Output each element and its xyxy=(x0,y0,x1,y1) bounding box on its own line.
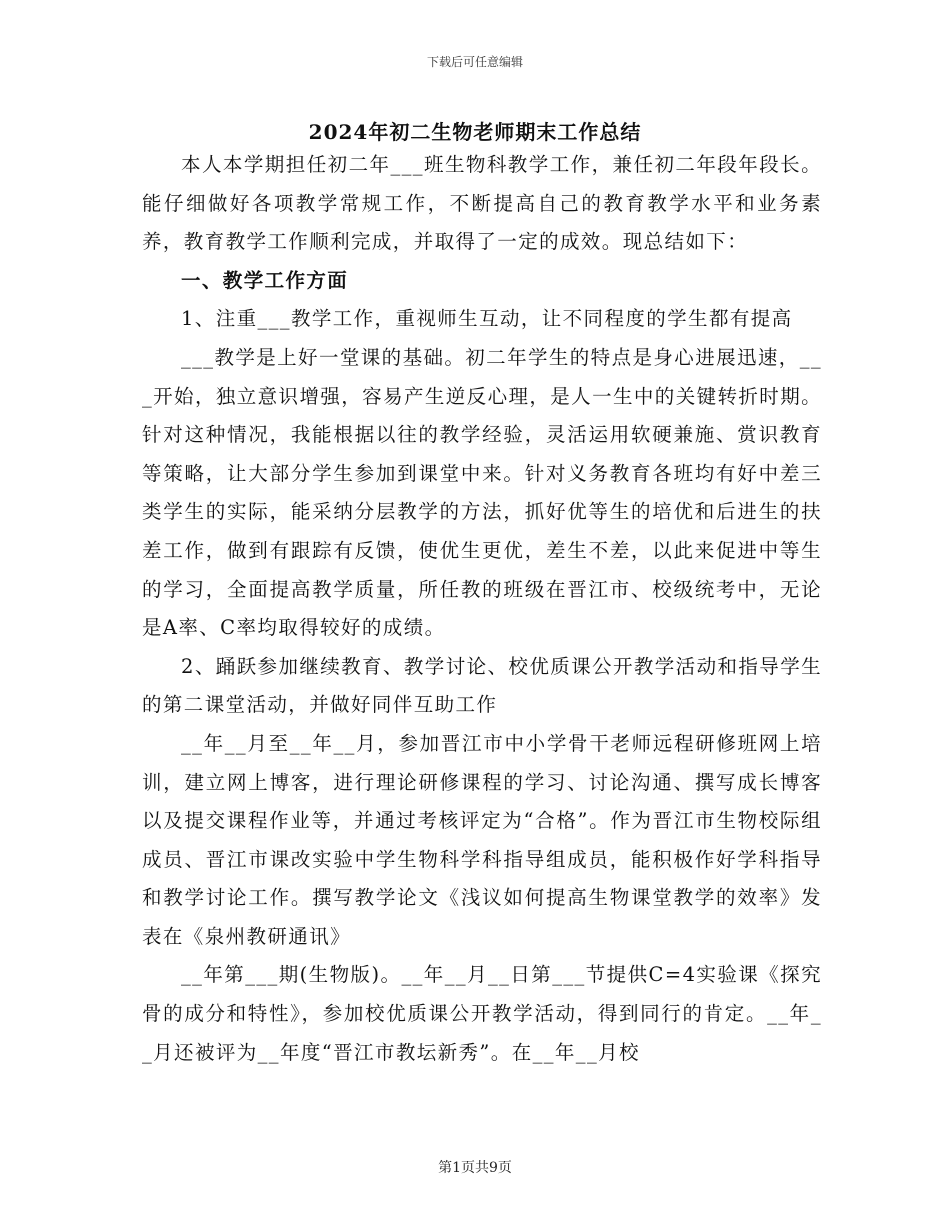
subsection-2-body: __年__月至__年__月，参加晋江市中小学骨干老师远程研修班网上培训，建立网上博客，进行理论研修课程的学习、讨论沟通、撰写成长博客以及提交课程作业等，并通过考核评定为“合格”。作为晋江市生物校际组成员、晋江市课改实验中学生物科学科指导组成员，能积极作好学科指导和教学讨论工作。撰写教学论文《浅议如何提高生物课堂教学的效率》发表在《泉州教研通讯》 xyxy=(142,731,822,948)
subsection-2-continued: __年第___期(生物版)。__年__月__日第___节提供C=4实验课《探究骨的成分和特性》，参加校优质课公开教学活动，得到同行的肯定。__年__月还被评为__年度“晋江市教坛新秀”。在__年__月校 xyxy=(142,963,822,1064)
intro-paragraph: 本人本学期担任初二年___班生物科教学工作，兼任初二年段年段长。能仔细做好各项教学常规工作，不断提高自己的教育教学水平和业务素养，教育教学工作顺利完成，并取得了一定的成效。现总结如下： xyxy=(142,153,822,254)
subsection-1-body: ___教学是上好一堂课的基础。初二年学生的特点是身心进展迅速，___开始，独立意识增强，容易产生逆反心理，是人一生中的关键转折时期。针对这种情况，我能根据以往的教学经验，灵活运用软硬兼施、赏识教育等策略，让大部分学生参加到课堂中来。针对义务教育各班均有好中差三类学生的实际，能采纳分层教学的方法，抓好优等生的培优和后进生的扶差工作，做到有跟踪有反馈，使优生更优，差生不差，以此来促进中等生的学习，全面提高教学质量，所任教的班级在晋江市、校级统考中，无论是A率、C率均取得较好的成绩。 xyxy=(142,345,822,640)
subsection-1-heading: 1、注重___教学工作，重视师生互动，让不同程度的学生都有提高 xyxy=(181,307,793,331)
section-heading-teaching: 一、教学工作方面 xyxy=(181,268,349,292)
document-title: 2024年初二生物老师期末工作总结 xyxy=(308,120,642,144)
page-footer: 第1页共9页 xyxy=(438,1160,512,1176)
subsection-2-heading: 2、踊跃参加继续教育、教学讨论、校优质课公开教学活动和指导学生的第二课堂活动，并做好同伴互助工作 xyxy=(142,654,822,717)
header-note: 下载后可任意编辑 xyxy=(426,55,523,69)
document-body xyxy=(142,146,822,1072)
